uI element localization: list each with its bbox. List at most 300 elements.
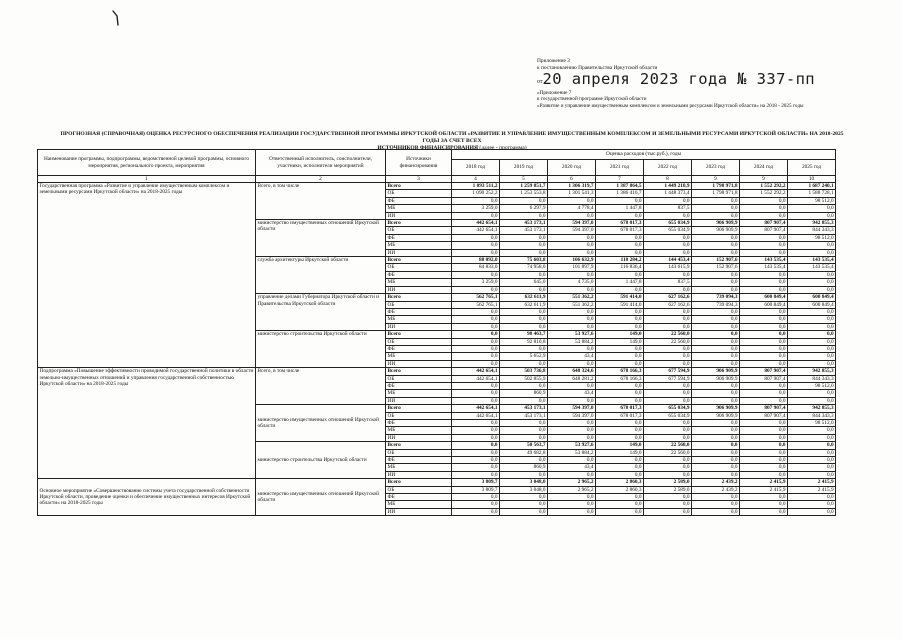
amount-cell: 0,0: [500, 471, 548, 478]
header-year: 2020 год: [548, 160, 596, 176]
column-number: 3: [386, 176, 452, 183]
amount-cell: 0,0: [644, 197, 692, 204]
amount-cell: 0,0: [596, 501, 644, 508]
amount-cell: 22 560,0: [644, 442, 692, 449]
funding-source-cell: ИИ: [386, 249, 452, 256]
amount-cell: 2 965,2: [548, 479, 596, 486]
amount-cell: 0,0: [788, 242, 836, 249]
funding-source-cell: Всего: [386, 368, 452, 375]
funding-source-cell: ИИ: [386, 508, 452, 515]
amount-cell: 502 855,9: [500, 375, 548, 382]
amount-cell: 0,0: [500, 286, 548, 293]
funding-source-cell: МБ: [386, 427, 452, 434]
amount-cell: 0,0: [692, 316, 740, 323]
amount-cell: 0,0: [692, 353, 740, 360]
funding-source-cell: Всего: [386, 220, 452, 227]
funding-source-cell: ИИ: [386, 397, 452, 404]
amount-cell: 0,0: [548, 308, 596, 315]
amount-cell: 75 603,8: [500, 257, 548, 264]
amount-cell: 453 173,1: [500, 405, 548, 412]
amount-cell: 53 927,6: [548, 442, 596, 449]
funding-source-cell: Всего: [386, 183, 452, 190]
amount-cell: 3 809,7: [452, 486, 500, 493]
amount-cell: 0,0: [452, 434, 500, 441]
amount-cell: 0,0: [596, 271, 644, 278]
amount-cell: 551 362,2: [548, 294, 596, 301]
amount-cell: 149,0: [596, 338, 644, 345]
amount-cell: 0,0: [788, 331, 836, 338]
amount-cell: 3 048,0: [500, 486, 548, 493]
executor-cell: Всего, в том числе: [256, 183, 386, 220]
amount-cell: 0,0: [500, 360, 548, 367]
amount-cell: 0,0: [644, 242, 692, 249]
amount-cell: 0,0: [596, 360, 644, 367]
amount-cell: 0,0: [788, 471, 836, 478]
amount-cell: 0,0: [596, 212, 644, 219]
amount-cell: 0,0: [788, 434, 836, 441]
amount-cell: 53 884,2: [548, 338, 596, 345]
amount-cell: 143 535,4: [788, 257, 836, 264]
executor-cell: министерство строительства Иркутской области: [256, 442, 386, 479]
amount-cell: 442 654,1: [452, 368, 500, 375]
amount-cell: 0,0: [692, 471, 740, 478]
amount-cell: 0,0: [596, 234, 644, 241]
scan-mark-icon: [112, 10, 122, 26]
amount-cell: 0,0: [644, 271, 692, 278]
amount-cell: 0,0: [596, 286, 644, 293]
amount-cell: 0,0: [548, 508, 596, 515]
amount-cell: 632 611,9: [500, 301, 548, 308]
amount-cell: 53 884,2: [548, 449, 596, 456]
amount-cell: 0,0: [500, 323, 548, 330]
funding-source-cell: ОБ: [386, 449, 452, 456]
amount-cell: 98 463,7: [500, 331, 548, 338]
amount-cell: 1 090 252,2: [452, 190, 500, 197]
amount-cell: 0,0: [692, 427, 740, 434]
amount-cell: 152 907,6: [692, 257, 740, 264]
amount-cell: 860,9: [500, 464, 548, 471]
amount-cell: 0,0: [548, 501, 596, 508]
amount-cell: 0,0: [740, 464, 788, 471]
amount-cell: 0,0: [548, 242, 596, 249]
funding-source-cell: ОБ: [386, 375, 452, 382]
amount-cell: 0,0: [500, 434, 548, 441]
amount-cell: 0,0: [692, 449, 740, 456]
amount-cell: 0,0: [500, 494, 548, 501]
amount-cell: 0,0: [500, 508, 548, 515]
amount-cell: 0,0: [740, 234, 788, 241]
amount-cell: 0,0: [692, 242, 740, 249]
annex-line-1: Приложение 3: [537, 58, 570, 64]
amount-cell: 0,0: [596, 390, 644, 397]
funding-source-cell: Всего: [386, 405, 452, 412]
amount-cell: 0,0: [788, 390, 836, 397]
amount-cell: 0,0: [788, 457, 836, 464]
amount-cell: 22 560,0: [644, 331, 692, 338]
amount-cell: 149,0: [596, 449, 644, 456]
amount-cell: 0,0: [596, 197, 644, 204]
table-row: [38, 183, 836, 190]
amount-cell: 0,0: [788, 427, 836, 434]
amount-cell: 0,0: [740, 449, 788, 456]
amount-cell: 0,0: [500, 242, 548, 249]
amount-cell: 0,0: [452, 508, 500, 515]
amount-cell: 0,0: [644, 345, 692, 352]
column-number: 5: [500, 176, 548, 183]
amount-cell: 600 849,4: [740, 294, 788, 301]
amount-cell: 0,0: [452, 345, 500, 352]
header-year: 2018 год: [452, 160, 500, 176]
amount-cell: 0,0: [452, 249, 500, 256]
header-year: 2022 год: [644, 160, 692, 176]
amount-cell: 0,0: [740, 242, 788, 249]
funding-source-cell: МБ: [386, 390, 452, 397]
amount-cell: 0,0: [596, 471, 644, 478]
amount-cell: 0,0: [548, 271, 596, 278]
amount-cell: 0,0: [692, 360, 740, 367]
amount-cell: 0,0: [644, 316, 692, 323]
amount-cell: 0,0: [452, 197, 500, 204]
column-number: 6: [548, 176, 596, 183]
amount-cell: 0,0: [644, 397, 692, 404]
amount-cell: 0,0: [692, 331, 740, 338]
amount-cell: 678 017,3: [596, 405, 644, 412]
title-line-1: ПРОГНОЗНАЯ (СПРАВОЧНАЯ) ОЦЕНКА РЕСУРСНОГО ОБЕСПЕЧЕНИЯ РЕАЛИЗАЦИИ ГОСУДАРСТВЕННОЙ ПРОГРАММЫ ИРКУТСКОЙ ОБЛАСТИ «РАЗВИТИЕ И УПРАВЛЕНИЕ ИМУЩЕСТВЕННЫМ КОМПЛЕКСОМ И ЗЕМЕЛЬНЫМИ РЕСУРСАМИ ИРКУТСКОЙ ОБЛАСТИ» НА 2018-2025 ГОДЫ ЗА СЧЕТ ВСЕХ: [60, 131, 844, 144]
amount-cell: 2 589,0: [644, 486, 692, 493]
amount-cell: 0,0: [596, 434, 644, 441]
amount-cell: 0,0: [500, 249, 548, 256]
column-number: 2: [256, 176, 386, 183]
amount-cell: 0,0: [548, 471, 596, 478]
header-year: 2025 год: [788, 160, 836, 176]
amount-cell: 0,0: [452, 316, 500, 323]
amount-cell: 1 387 864,5: [596, 183, 644, 190]
amount-cell: 43,4: [548, 390, 596, 397]
amount-cell: 0,0: [596, 242, 644, 249]
funding-source-cell: ОБ: [386, 227, 452, 234]
amount-cell: 678 017,3: [596, 220, 644, 227]
amount-cell: 0,0: [740, 331, 788, 338]
amount-cell: 0,0: [548, 427, 596, 434]
annex-header: [537, 58, 815, 90]
amount-cell: 0,0: [740, 271, 788, 278]
amount-cell: 22 560,0: [644, 449, 692, 456]
header-executor: Ответственный исполнитель, соисполнители, участники, исполнители мероприятий: [256, 150, 386, 176]
amount-cell: 0,0: [644, 249, 692, 256]
header-year: 2021 год: [596, 160, 644, 176]
amount-cell: 149,0: [596, 331, 644, 338]
amount-cell: 600 849,4: [788, 294, 836, 301]
amount-cell: 0,0: [788, 279, 836, 286]
funding-source-cell: ФБ: [386, 234, 452, 241]
funding-source-cell: Всего: [386, 331, 452, 338]
amount-cell: 2 439,2: [692, 479, 740, 486]
amount-cell: 0,0: [788, 308, 836, 315]
amount-cell: 655 034,9: [644, 405, 692, 412]
program-name-cell: Государственная программа «Развитие и управление имущественным комплексом и земельными ресурсами Иркутской области» на 2018-2025 годы: [38, 183, 256, 368]
amount-cell: 678 017,3: [596, 412, 644, 419]
funding-source-cell: ИИ: [386, 212, 452, 219]
amount-cell: 0,0: [692, 205, 740, 212]
amount-cell: 0,0: [644, 360, 692, 367]
program-name-cell: Основное мероприятие «Совершенствование системы учета государственной собственности Иркутской области, проведение оценки и обеспечение имущественных интересов Иркутской области» на 2018-2025 годы: [38, 479, 256, 516]
amount-cell: 442 654,1: [452, 405, 500, 412]
amount-cell: 0,0: [596, 323, 644, 330]
header-year: 2024 год: [740, 160, 788, 176]
amount-cell: 906 909,9: [692, 227, 740, 234]
amount-cell: 807 907,4: [740, 227, 788, 234]
annex2-line-2: к государственной программе Иркутской области: [537, 96, 647, 103]
amount-cell: 837,5: [644, 205, 692, 212]
amount-cell: 0,0: [452, 271, 500, 278]
amount-cell: 0,0: [644, 308, 692, 315]
amount-cell: 0,0: [788, 271, 836, 278]
funding-source-cell: ФБ: [386, 308, 452, 315]
funding-source-cell: Всего: [386, 479, 452, 486]
amount-cell: 98 512,0: [788, 420, 836, 427]
amount-cell: 0,0: [500, 420, 548, 427]
amount-cell: 0,0: [548, 382, 596, 389]
amount-cell: 655 034,9: [644, 412, 692, 419]
amount-cell: 442 654,1: [452, 375, 500, 382]
amount-cell: 0,0: [692, 286, 740, 293]
amount-cell: 0,0: [740, 323, 788, 330]
annex2-line-3: «Развитие и управление имущественным комплексом и земельными ресурсами Иркутской области» на 2018 - 2025 годы: [537, 102, 804, 109]
amount-cell: 3 259,0: [452, 205, 500, 212]
amount-cell: 678 166,3: [596, 375, 644, 382]
amount-cell: 453 173,1: [500, 220, 548, 227]
amount-cell: 0,0: [740, 308, 788, 315]
amount-cell: 0,0: [548, 434, 596, 441]
amount-cell: 0,0: [788, 442, 836, 449]
amount-cell: 0,0: [548, 249, 596, 256]
amount-cell: 143 615,9: [644, 264, 692, 271]
amount-cell: 0,0: [596, 249, 644, 256]
amount-cell: 2 415,9: [740, 479, 788, 486]
column-number: 9: [692, 176, 740, 183]
amount-cell: 0,0: [692, 271, 740, 278]
amount-cell: 84 833,0: [452, 264, 500, 271]
amount-cell: 591 414,0: [596, 301, 644, 308]
amount-cell: 503 736,8: [500, 368, 548, 375]
amount-cell: 0,0: [596, 508, 644, 515]
executor-cell: министерство имущественных отношений Иркутской области: [256, 479, 386, 516]
column-number: 7: [596, 176, 644, 183]
amount-cell: 0,0: [596, 353, 644, 360]
amount-cell: 0,0: [644, 427, 692, 434]
amount-cell: 0,0: [644, 353, 692, 360]
amount-cell: 0,0: [548, 234, 596, 241]
amount-cell: 442 654,1: [452, 227, 500, 234]
funding-source-cell: ИИ: [386, 323, 452, 330]
amount-cell: 0,0: [740, 427, 788, 434]
executor-cell: управление делами Губернатора Иркутской области и Правительства Иркутской области: [256, 294, 386, 331]
amount-cell: 118 284,2: [596, 257, 644, 264]
funding-source-cell: ФБ: [386, 494, 452, 501]
amount-cell: 0,0: [644, 464, 692, 471]
header-source: Источники финансирования: [386, 150, 452, 176]
amount-cell: 0,0: [596, 316, 644, 323]
amount-cell: 0,0: [788, 338, 836, 345]
annex-date-value: 20 апреля 2023 года № 337-пп: [542, 70, 816, 88]
amount-cell: 807 907,4: [740, 368, 788, 375]
funding-source-cell: МБ: [386, 353, 452, 360]
amount-cell: 92 810,8: [500, 338, 548, 345]
header-year: 2023 год: [692, 160, 740, 176]
amount-cell: 116 836,4: [596, 264, 644, 271]
amount-cell: 0,0: [548, 212, 596, 219]
amount-cell: 0,0: [500, 427, 548, 434]
amount-cell: 594 397,0: [548, 227, 596, 234]
amount-cell: 0,0: [740, 508, 788, 515]
amount-cell: 0,0: [740, 471, 788, 478]
amount-cell: 0,0: [548, 457, 596, 464]
amount-cell: 0,0: [692, 249, 740, 256]
column-number: 9: [740, 176, 788, 183]
funding-source-cell: ФБ: [386, 457, 452, 464]
amount-cell: 677 594,9: [644, 375, 692, 382]
amount-cell: 0,0: [452, 338, 500, 345]
amount-cell: 442 654,1: [452, 412, 500, 419]
amount-cell: 0,0: [644, 494, 692, 501]
header-year: 2019 год: [500, 160, 548, 176]
amount-cell: 3 048,0: [500, 479, 548, 486]
amount-cell: 0,0: [500, 316, 548, 323]
amount-cell: 0,0: [740, 279, 788, 286]
amount-cell: 678 166,3: [596, 368, 644, 375]
amount-cell: 906 909,9: [692, 375, 740, 382]
amount-cell: 0,0: [692, 494, 740, 501]
amount-cell: 0,0: [644, 501, 692, 508]
amount-cell: 0,0: [452, 471, 500, 478]
amount-cell: 0,0: [500, 271, 548, 278]
amount-cell: 0,0: [644, 434, 692, 441]
column-number: 4: [452, 176, 500, 183]
amount-cell: 0,0: [500, 197, 548, 204]
amount-cell: 4 778,4: [548, 205, 596, 212]
amount-cell: 0,0: [740, 442, 788, 449]
amount-cell: 1 306 319,7: [548, 183, 596, 190]
amount-cell: 0,0: [740, 390, 788, 397]
amount-cell: 0,0: [692, 420, 740, 427]
amount-cell: 0,0: [644, 382, 692, 389]
funding-source-cell: ОБ: [386, 412, 452, 419]
amount-cell: 739 094,3: [692, 294, 740, 301]
amount-cell: 2 439,2: [692, 486, 740, 493]
funding-source-cell: ОБ: [386, 301, 452, 308]
amount-cell: 0,0: [788, 449, 836, 456]
funding-source-cell: МБ: [386, 279, 452, 286]
amount-cell: 807 907,4: [740, 412, 788, 419]
amount-cell: 0,0: [500, 382, 548, 389]
amount-cell: 0,0: [740, 197, 788, 204]
amount-cell: 49 682,8: [500, 449, 548, 456]
amount-cell: 0,0: [452, 360, 500, 367]
amount-cell: 0,0: [452, 420, 500, 427]
amount-cell: 594 397,0: [548, 412, 596, 419]
amount-cell: 0,0: [740, 382, 788, 389]
amount-cell: 678 017,3: [596, 227, 644, 234]
amount-cell: 1 447,8: [596, 205, 644, 212]
amount-cell: 906 909,9: [692, 368, 740, 375]
title-line-2-main: ИСТОЧНИКОВ ФИНАНСИРОВАНИЯ: [377, 145, 479, 151]
funding-source-cell: ОБ: [386, 486, 452, 493]
amount-cell: 0,0: [644, 323, 692, 330]
amount-cell: 677 594,9: [644, 368, 692, 375]
amount-cell: 942 855,3: [788, 405, 836, 412]
amount-cell: 22 560,0: [644, 338, 692, 345]
amount-cell: 627 162,6: [644, 301, 692, 308]
header-costs: Оценка расходов (тыс.руб.), годы: [452, 150, 836, 160]
amount-cell: 1 798 971,8: [692, 190, 740, 197]
amount-cell: 0,0: [692, 382, 740, 389]
amount-cell: 844 343,3: [788, 412, 836, 419]
amount-cell: 143 535,4: [740, 264, 788, 271]
annex-date-number: [537, 71, 815, 90]
executor-cell: министерство имущественных отношений Иркутской области: [256, 405, 386, 442]
amount-cell: 0,0: [596, 457, 644, 464]
amount-cell: 2 415,9: [788, 486, 836, 493]
amount-cell: 5 652,9: [500, 353, 548, 360]
amount-cell: 0,0: [500, 457, 548, 464]
annex2-line-1: «Приложение 7: [537, 90, 572, 96]
amount-cell: 942 855,3: [788, 220, 836, 227]
amount-cell: 0,0: [500, 345, 548, 352]
amount-cell: 143 535,4: [788, 264, 836, 271]
amount-cell: 0,0: [596, 382, 644, 389]
amount-cell: 807 907,4: [740, 220, 788, 227]
amount-cell: 0,0: [692, 464, 740, 471]
executor-cell: министерство имущественных отношений Иркутской области: [256, 220, 386, 257]
funding-source-cell: ФБ: [386, 271, 452, 278]
column-number: 8: [644, 176, 692, 183]
funding-source-cell: Всего: [386, 442, 452, 449]
amount-cell: 0,0: [644, 471, 692, 478]
amount-cell: 442 654,1: [452, 220, 500, 227]
amount-cell: 837,5: [644, 279, 692, 286]
amount-cell: 0,0: [788, 397, 836, 404]
funding-source-cell: ОБ: [386, 338, 452, 345]
amount-cell: 0,0: [740, 494, 788, 501]
funding-source-cell: МБ: [386, 464, 452, 471]
amount-cell: 0,0: [740, 360, 788, 367]
amount-cell: 0,0: [740, 212, 788, 219]
amount-cell: 2 415,9: [788, 479, 836, 486]
amount-cell: 4 735,0: [548, 279, 596, 286]
annex-line-2: к постановлению Правительства Иркутской области: [537, 65, 658, 71]
amount-cell: 0,0: [788, 249, 836, 256]
amount-cell: 0,0: [788, 286, 836, 293]
amount-cell: 106 632,9: [548, 257, 596, 264]
amount-cell: 0,0: [692, 338, 740, 345]
amount-cell: 0,0: [788, 501, 836, 508]
amount-cell: 0,0: [548, 345, 596, 352]
amount-cell: 0,0: [788, 323, 836, 330]
amount-cell: 0,0: [740, 286, 788, 293]
funding-source-cell: ИИ: [386, 471, 452, 478]
amount-cell: 0,0: [740, 345, 788, 352]
funding-source-cell: МБ: [386, 316, 452, 323]
executor-cell: министерство строительства Иркутской области: [256, 331, 386, 368]
funding-source-cell: МБ: [386, 501, 452, 508]
amount-cell: 906 909,9: [692, 405, 740, 412]
amount-cell: 0,0: [740, 338, 788, 345]
amount-cell: 0,0: [692, 323, 740, 330]
amount-cell: 0,0: [452, 353, 500, 360]
amount-cell: 0,0: [500, 397, 548, 404]
amount-cell: 98 512,0: [788, 382, 836, 389]
amount-cell: 1 093 511,2: [452, 183, 500, 190]
